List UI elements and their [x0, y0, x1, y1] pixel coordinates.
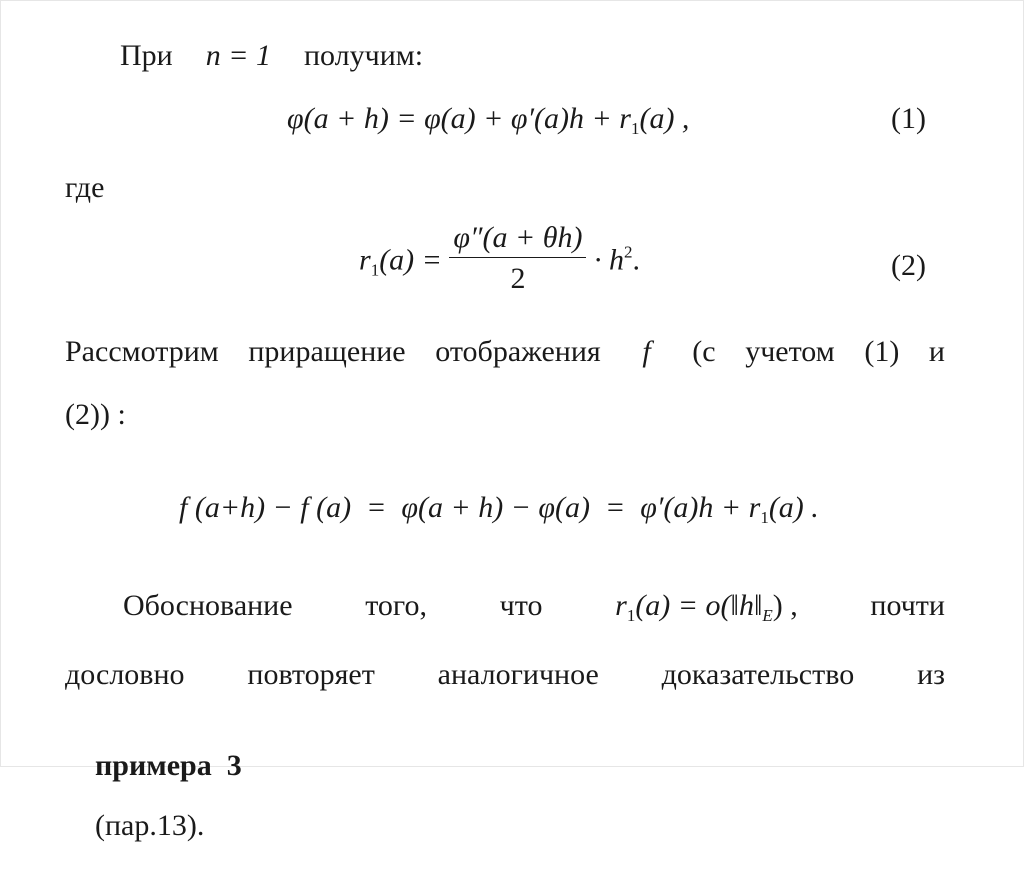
- eq2-power: 2: [623, 242, 633, 262]
- para2-math-lhs: r: [615, 589, 627, 622]
- para2-line2-word-4: доказательство: [661, 658, 855, 691]
- intro-line: [120, 41, 423, 71]
- para2-word-1: Обоснование: [123, 589, 293, 622]
- para2-math-mid: (a) = o(‖h‖: [635, 589, 763, 622]
- eq1-subscript: 1: [630, 119, 640, 138]
- paragraph-reference: (пар.13).: [95, 809, 205, 842]
- equation-3: [149, 463, 819, 553]
- para2-line2-word-5: из: [917, 658, 945, 691]
- para1-word-1: Рассмотрим: [65, 335, 219, 368]
- eq2-numerator: φ″(a + θh): [449, 223, 586, 258]
- para2-line2: [65, 660, 945, 690]
- eq1-formula: φ(a + h) = φ(a) + φ′(a)h + r: [287, 102, 631, 135]
- eq2-lhs-tail: (a) =: [379, 243, 442, 277]
- para2-math-subscript: 1: [626, 606, 636, 625]
- eq2-dot: .: [632, 243, 640, 277]
- para2-line2-word-3: аналогичное: [437, 658, 599, 691]
- para1-word-5: учетом: [745, 335, 835, 368]
- eq2-lhs-subscript: 1: [370, 260, 380, 280]
- eq1-tail: (a) ,: [639, 102, 690, 135]
- eq3-tail: (a) .: [768, 491, 819, 524]
- para2-line1: [123, 589, 945, 625]
- para2-word-4: почти: [870, 589, 945, 622]
- equation-2-number: (2): [891, 249, 926, 282]
- n-equals-one: n = 1: [205, 39, 271, 72]
- para2-line2-word-1: дословно: [65, 658, 185, 691]
- para2-word-3: что: [499, 589, 543, 622]
- word-poluchim: получим:: [303, 39, 424, 72]
- eq2-after: · h: [593, 243, 624, 277]
- para2-word-2: того,: [365, 589, 427, 622]
- eq2-lhs: r: [359, 243, 371, 277]
- equation-2: [359, 221, 640, 298]
- para1-line2: (2)) :: [65, 398, 126, 431]
- para1-word-4: (с: [692, 335, 716, 368]
- eq3-formula: f (a+h) − f (a) = φ(a + h) − φ(a) = φ′(a)h + r: [179, 491, 761, 524]
- word-pri: При: [120, 39, 173, 72]
- para2-math: [615, 589, 798, 625]
- para1-word-2: приращение: [248, 335, 406, 368]
- eq2-fraction: [449, 223, 586, 294]
- para2-line2-word-2: повторяет: [247, 658, 375, 691]
- para2-line3: [65, 721, 242, 871]
- para1-line1: [65, 337, 945, 367]
- para2-math-end: ) ,: [772, 589, 798, 622]
- para1-word-7: и: [928, 335, 945, 368]
- para1-word-6: (1): [864, 335, 900, 368]
- para1-word-3: отображения: [435, 335, 601, 368]
- word-gde: где: [65, 171, 105, 204]
- equation-1-number: (1): [891, 102, 926, 135]
- equation-1: [287, 102, 690, 138]
- example-reference: примера 3: [95, 749, 242, 782]
- para1-f: f: [642, 335, 651, 368]
- eq2-denominator: 2: [510, 262, 526, 295]
- eq3-subscript: 1: [760, 508, 769, 527]
- para2-math-norm-sub: E: [762, 606, 773, 625]
